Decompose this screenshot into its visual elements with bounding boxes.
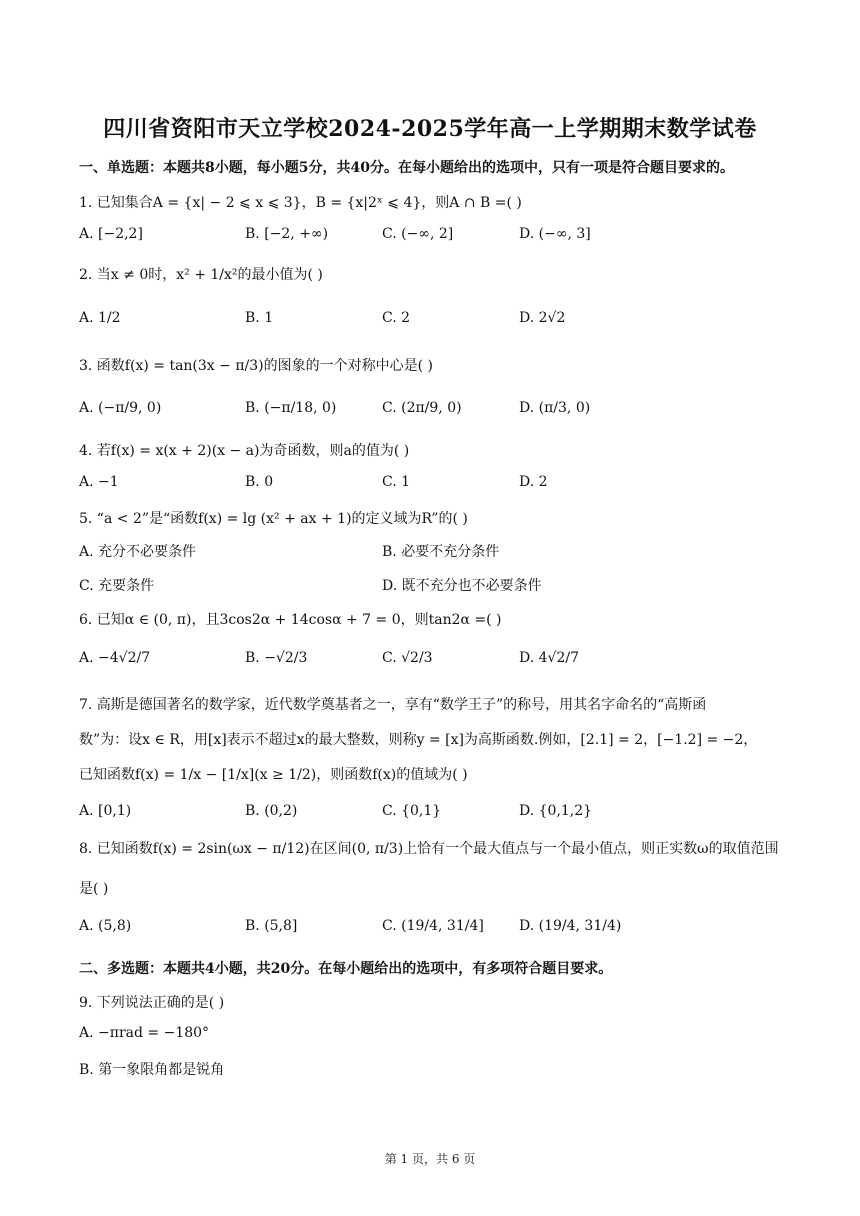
option-d: D. 2 — [519, 474, 548, 490]
option-d: D. 既不充分也不必要条件 — [382, 578, 542, 594]
option-a: A. 充分不必要条件 — [79, 544, 197, 560]
option-d: D. 4√2/7 — [519, 650, 579, 666]
option-c: C. {0,1} — [382, 803, 442, 819]
option-c: C. 充要条件 — [79, 578, 155, 594]
option-a: A. [−2,2] — [79, 226, 143, 242]
question-6-stem: 6. 已知α ∈ (0, π)，且3cos2α + 14cosα + 7 = 0，则tan2α =( ) — [79, 612, 502, 628]
option-c: C. 1 — [382, 474, 411, 490]
option-b: B. −√2/3 — [245, 650, 308, 666]
option-d: D. {0,1,2} — [519, 803, 593, 819]
option-a: A. (−π/9, 0) — [79, 400, 162, 416]
section-header-multiple-choice: 二、多选题：本题共4小题，共20分。在每小题给出的选项中，有多项符合题目要求。 — [79, 961, 613, 977]
option-c: C. (19/4, 31/4] — [382, 918, 484, 934]
option-b: B. 0 — [245, 474, 274, 490]
question-7-stem-line-2: 数”为：设x ∈ R，用[x]表示不超过x的最大整数，则称y = [x]为高斯函数.例如，[2.1] = 2，[−1.2] = −2， — [79, 732, 758, 748]
option-b: B. (−π/18, 0) — [245, 400, 337, 416]
question-3-stem: 3. 函数f(x) = tan(3x − π/3)的图象的一个对称中心是( ) — [79, 358, 433, 374]
option-b: B. [−2, +∞) — [245, 226, 329, 242]
question-8-stem-line-1: 8. 已知函数f(x) = 2sin(ωx − π/12)在区间(0, π/3)上恰有一个最大值点与一个最小值点，则正实数ω的取值范围 — [79, 841, 779, 857]
option-c: C. (2π/9, 0) — [382, 400, 462, 416]
question-7-stem-line-3: 已知函数f(x) = 1/x − [1/x](x ≥ 1/2)，则函数f(x)的值域为( ) — [79, 767, 468, 783]
page-footer: 第 1 页，共 6 页 — [384, 1152, 476, 1166]
option-a: A. [0,1) — [79, 803, 132, 819]
option-b: B. 必要不充分条件 — [382, 544, 500, 560]
question-9-option-b: B. 第一象限角都是锐角 — [79, 1062, 225, 1078]
question-8-stem-line-2: 是( ) — [79, 881, 109, 897]
option-d: D. (−∞, 3] — [519, 226, 591, 242]
option-b: B. (0,2) — [245, 803, 298, 819]
option-a: A. −1 — [79, 474, 119, 490]
option-c: C. 2 — [382, 310, 411, 326]
question-4-stem: 4. 若f(x) = x(x + 2)(x − a)为奇函数，则a的值为( ) — [79, 443, 410, 459]
option-c: C. √2/3 — [382, 650, 433, 666]
option-d: D. (19/4, 31/4) — [519, 918, 622, 934]
option-d: D. 2√2 — [519, 310, 566, 326]
option-d: D. (π/3, 0) — [519, 400, 591, 416]
exam-title: 四川省资阳市天立学校2024-2025学年高一上学期期末数学试卷 — [103, 116, 757, 142]
question-9-stem: 9. 下列说法正确的是( ) — [79, 995, 225, 1011]
question-1-stem: 1. 已知集合A = {x| − 2 ⩽ x ⩽ 3}，B = {x|2ˣ ⩽ 4}，则A ∩ B =( ) — [79, 195, 522, 211]
section-header-single-choice: 一、单选题：本题共8小题，每小题5分，共40分。在每小题给出的选项中，只有一项是符合题目要求的。 — [79, 160, 734, 176]
option-c: C. (−∞, 2] — [382, 226, 454, 242]
option-b: B. 1 — [245, 310, 274, 326]
option-b: B. (5,8] — [245, 918, 298, 934]
question-2-stem: 2. 当x ≠ 0时，x² + 1/x²的最小值为( ) — [79, 267, 323, 283]
question-9-option-a: A. −πrad = −180° — [79, 1025, 210, 1041]
option-a: A. (5,8) — [79, 918, 132, 934]
question-5-stem: 5. “a < 2”是“函数f(x) = lg (x² + ax + 1)的定义域为R”的( ) — [79, 511, 468, 527]
question-7-stem-line-1: 7. 高斯是德国著名的数学家，近代数学奠基者之一，享有“数学王子”的称号，用其名字命名的“高斯函 — [79, 697, 707, 713]
option-a: A. −4√2/7 — [79, 650, 151, 666]
option-a: A. 1/2 — [79, 310, 121, 326]
